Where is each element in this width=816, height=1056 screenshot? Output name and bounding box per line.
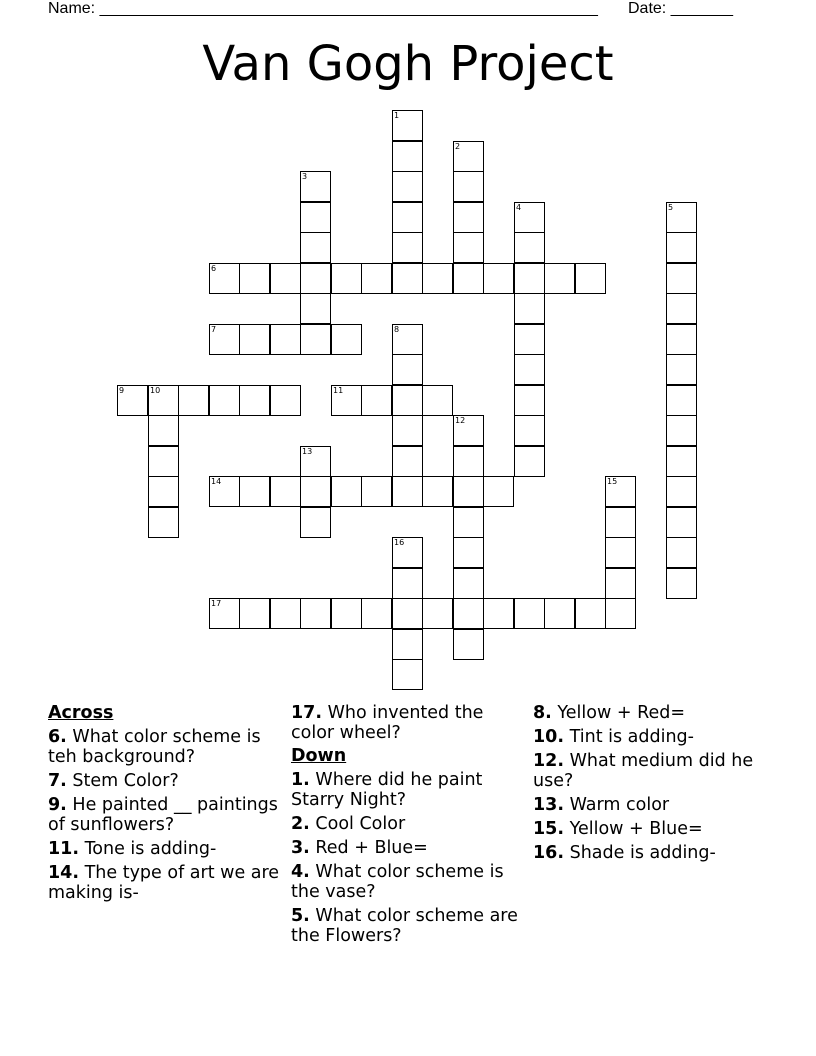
grid-cell[interactable] [270,598,301,629]
grid-cell[interactable] [453,507,484,538]
clue-number: 7. [48,771,67,791]
clue-number-label: 16 [394,538,405,547]
clue-number-label: 13 [302,447,313,456]
clue-text: Stem Color? [72,771,179,791]
grid-cell[interactable] [239,476,270,507]
clue-number: 14. [48,863,80,883]
grid-cell[interactable] [239,598,270,629]
grid-cell[interactable] [392,324,423,355]
grid-cell[interactable] [666,232,697,263]
across-heading: Across [48,703,114,723]
grid-cell[interactable] [453,446,484,477]
grid-cell[interactable] [666,354,697,385]
clue-across-11 [48,839,284,859]
grid-cell[interactable] [239,324,270,355]
grid-cell[interactable] [422,263,453,294]
grid-cell[interactable] [422,598,453,629]
grid-cell[interactable] [270,263,301,294]
clue-across-14 [48,863,284,903]
grid-cell[interactable] [392,354,423,385]
grid-cell[interactable] [392,568,423,599]
grid-cell[interactable] [331,324,362,355]
grid-cell[interactable] [453,171,484,202]
clue-number: 16. [533,843,565,863]
grid-cell[interactable] [392,598,423,629]
grid-cell[interactable] [300,232,331,263]
clue-number-label: 9 [119,386,125,395]
grid-cell[interactable] [453,537,484,568]
clue-number: 6. [48,727,67,747]
clue-column-1 [48,702,284,903]
clue-number-label: 5 [668,203,674,212]
clue-down-10 [533,727,769,747]
grid-cell[interactable] [148,507,179,538]
grid-cell[interactable] [361,476,392,507]
grid-cell[interactable] [392,385,423,416]
clue-down-8 [533,703,769,723]
clue-number: 17. [291,703,323,723]
clue-number: 10. [533,727,565,747]
clue-number-label: 7 [211,325,217,334]
grid-cell[interactable] [483,263,514,294]
grid-cell[interactable] [300,507,331,538]
grid-cell[interactable] [666,446,697,477]
clue-down-12 [533,751,769,791]
clue-text: The type of art we are making is- [48,863,280,903]
grid-cell[interactable] [148,415,179,446]
grid-cell[interactable] [514,385,545,416]
clue-number-label: 11 [333,386,344,395]
clue-down-4 [291,862,527,902]
clue-text: Cool Color [315,814,406,834]
clue-column-3 [533,702,769,863]
grid-cell[interactable] [270,324,301,355]
grid-cell[interactable] [392,537,423,568]
clue-number-label: 3 [302,172,308,181]
clue-down-3 [291,838,527,858]
grid-cell[interactable] [666,415,697,446]
clue-down-15 [533,819,769,839]
clue-text: Red + Blue= [315,838,428,858]
grid-cell[interactable] [331,476,362,507]
clue-text: What color scheme is the vase? [291,862,504,902]
grid-cell[interactable] [666,568,697,599]
grid-cell[interactable] [331,385,362,416]
clue-down-5 [291,906,527,946]
grid-cell[interactable] [666,537,697,568]
clue-text: Tone is adding- [84,839,217,859]
grid-cell[interactable] [575,263,606,294]
grid-cell[interactable] [453,202,484,233]
clue-text: Shade is adding- [569,843,716,863]
clue-text: What color scheme is teh background? [48,727,261,767]
grid-cell[interactable] [666,385,697,416]
clue-number-label: 1 [394,111,400,120]
clue-number-label: 8 [394,325,400,334]
clue-number: 2. [291,814,310,834]
grid-cell[interactable] [117,385,148,416]
grid-cell[interactable] [666,202,697,233]
clue-down-16 [533,843,769,863]
grid-cell[interactable] [148,476,179,507]
grid-cell[interactable] [392,476,423,507]
clue-text: Where did he paint Starry Night? [291,770,483,810]
grid-cell[interactable] [666,263,697,294]
grid-cell[interactable] [666,293,697,324]
grid-cell[interactable] [514,324,545,355]
grid-cell[interactable] [605,537,636,568]
grid-cell[interactable] [514,232,545,263]
clue-number: 12. [533,751,565,771]
clue-number-label: 6 [211,264,217,273]
grid-cell[interactable] [300,324,331,355]
grid-cell[interactable] [178,385,209,416]
clue-number: 3. [291,838,310,858]
clue-number: 5. [291,906,310,926]
grid-cell[interactable] [392,659,423,690]
clue-text: Yellow + Red= [557,703,685,723]
grid-cell[interactable] [300,202,331,233]
grid-cell[interactable] [331,598,362,629]
clue-column-2 [291,702,527,946]
name-label: Name: ________________________________________________________ [48,0,598,17]
grid-cell[interactable] [514,415,545,446]
grid-cell[interactable] [514,598,545,629]
grid-cell[interactable] [453,476,484,507]
clue-text: What medium did he use? [533,751,754,791]
clue-number: 9. [48,795,67,815]
grid-cell[interactable] [514,354,545,385]
grid-cell[interactable] [209,263,240,294]
grid-cell[interactable] [453,568,484,599]
grid-cell[interactable] [209,598,240,629]
clue-text: He painted __ paintings of sunflowers? [48,795,278,835]
clue-number: 11. [48,839,80,859]
clue-number-label: 2 [455,142,461,151]
grid-cell[interactable] [239,385,270,416]
grid-cell[interactable] [300,476,331,507]
grid-cell[interactable] [392,202,423,233]
grid-cell[interactable] [453,232,484,263]
grid-cell[interactable] [453,263,484,294]
grid-cell[interactable] [605,598,636,629]
grid-cell[interactable] [575,598,606,629]
clue-number-label: 12 [455,416,466,425]
grid-cell[interactable] [148,385,179,416]
clue-number-label: 15 [607,477,618,486]
grid-cell[interactable] [605,476,636,507]
grid-cell[interactable] [209,476,240,507]
clue-across-17 [291,703,527,743]
down-heading: Down [291,746,347,766]
grid-cell[interactable] [666,507,697,538]
grid-cell[interactable] [209,385,240,416]
grid-cell[interactable] [392,446,423,477]
grid-cell[interactable] [392,141,423,172]
grid-cell[interactable] [392,629,423,660]
grid-cell[interactable] [453,141,484,172]
grid-cell[interactable] [514,293,545,324]
grid-cell[interactable] [453,598,484,629]
grid-cell[interactable] [209,324,240,355]
clue-number: 8. [533,703,552,723]
clue-across-6 [48,727,284,767]
grid-cell[interactable] [300,263,331,294]
grid-cell[interactable] [544,263,575,294]
clue-text: Yellow + Blue= [569,819,703,839]
grid-cell[interactable] [392,110,423,141]
clue-number: 4. [291,862,310,882]
clue-down-13 [533,795,769,815]
clue-text: Warm color [569,795,670,815]
clue-down-1 [291,770,527,810]
grid-cell[interactable] [453,415,484,446]
grid-cell[interactable] [270,385,301,416]
grid-cell[interactable] [483,598,514,629]
grid-cell[interactable] [392,415,423,446]
grid-cell[interactable] [361,385,392,416]
clue-number-label: 10 [150,386,161,395]
grid-cell[interactable] [605,507,636,538]
grid-cell[interactable] [300,446,331,477]
clue-number-label: 14 [211,477,222,486]
grid-cell[interactable] [300,171,331,202]
clue-text: Who invented the color wheel? [291,703,484,743]
date-label: Date: _______ [628,0,733,17]
grid-cell[interactable] [270,476,301,507]
grid-cell[interactable] [331,263,362,294]
grid-cell[interactable] [483,476,514,507]
grid-cell[interactable] [422,476,453,507]
clue-down-2 [291,814,527,834]
page-title: Van Gogh Project [202,36,614,92]
grid-cell[interactable] [605,568,636,599]
clue-number: 1. [291,770,310,790]
clue-number-label: 4 [516,203,522,212]
grid-cell[interactable] [666,476,697,507]
grid-cell[interactable] [514,202,545,233]
grid-cell[interactable] [300,293,331,324]
grid-cell[interactable] [392,171,423,202]
grid-cell[interactable] [392,263,423,294]
clue-number: 13. [533,795,565,815]
grid-cell[interactable] [239,263,270,294]
grid-cell[interactable] [148,446,179,477]
clue-text: What color scheme are the Flowers? [291,906,518,946]
clue-across-7 [48,771,284,791]
grid-cell[interactable] [361,598,392,629]
grid-cell[interactable] [666,324,697,355]
grid-cell[interactable] [300,598,331,629]
grid-cell[interactable] [422,385,453,416]
grid-cell[interactable] [514,446,545,477]
grid-cell[interactable] [361,263,392,294]
clue-across-9 [48,795,284,835]
clue-number-label: 17 [211,599,222,608]
grid-cell[interactable] [392,232,423,263]
clue-number: 15. [533,819,565,839]
clue-text: Tint is adding- [569,727,694,747]
grid-cell[interactable] [453,629,484,660]
grid-cell[interactable] [544,598,575,629]
grid-cell[interactable] [514,263,545,294]
